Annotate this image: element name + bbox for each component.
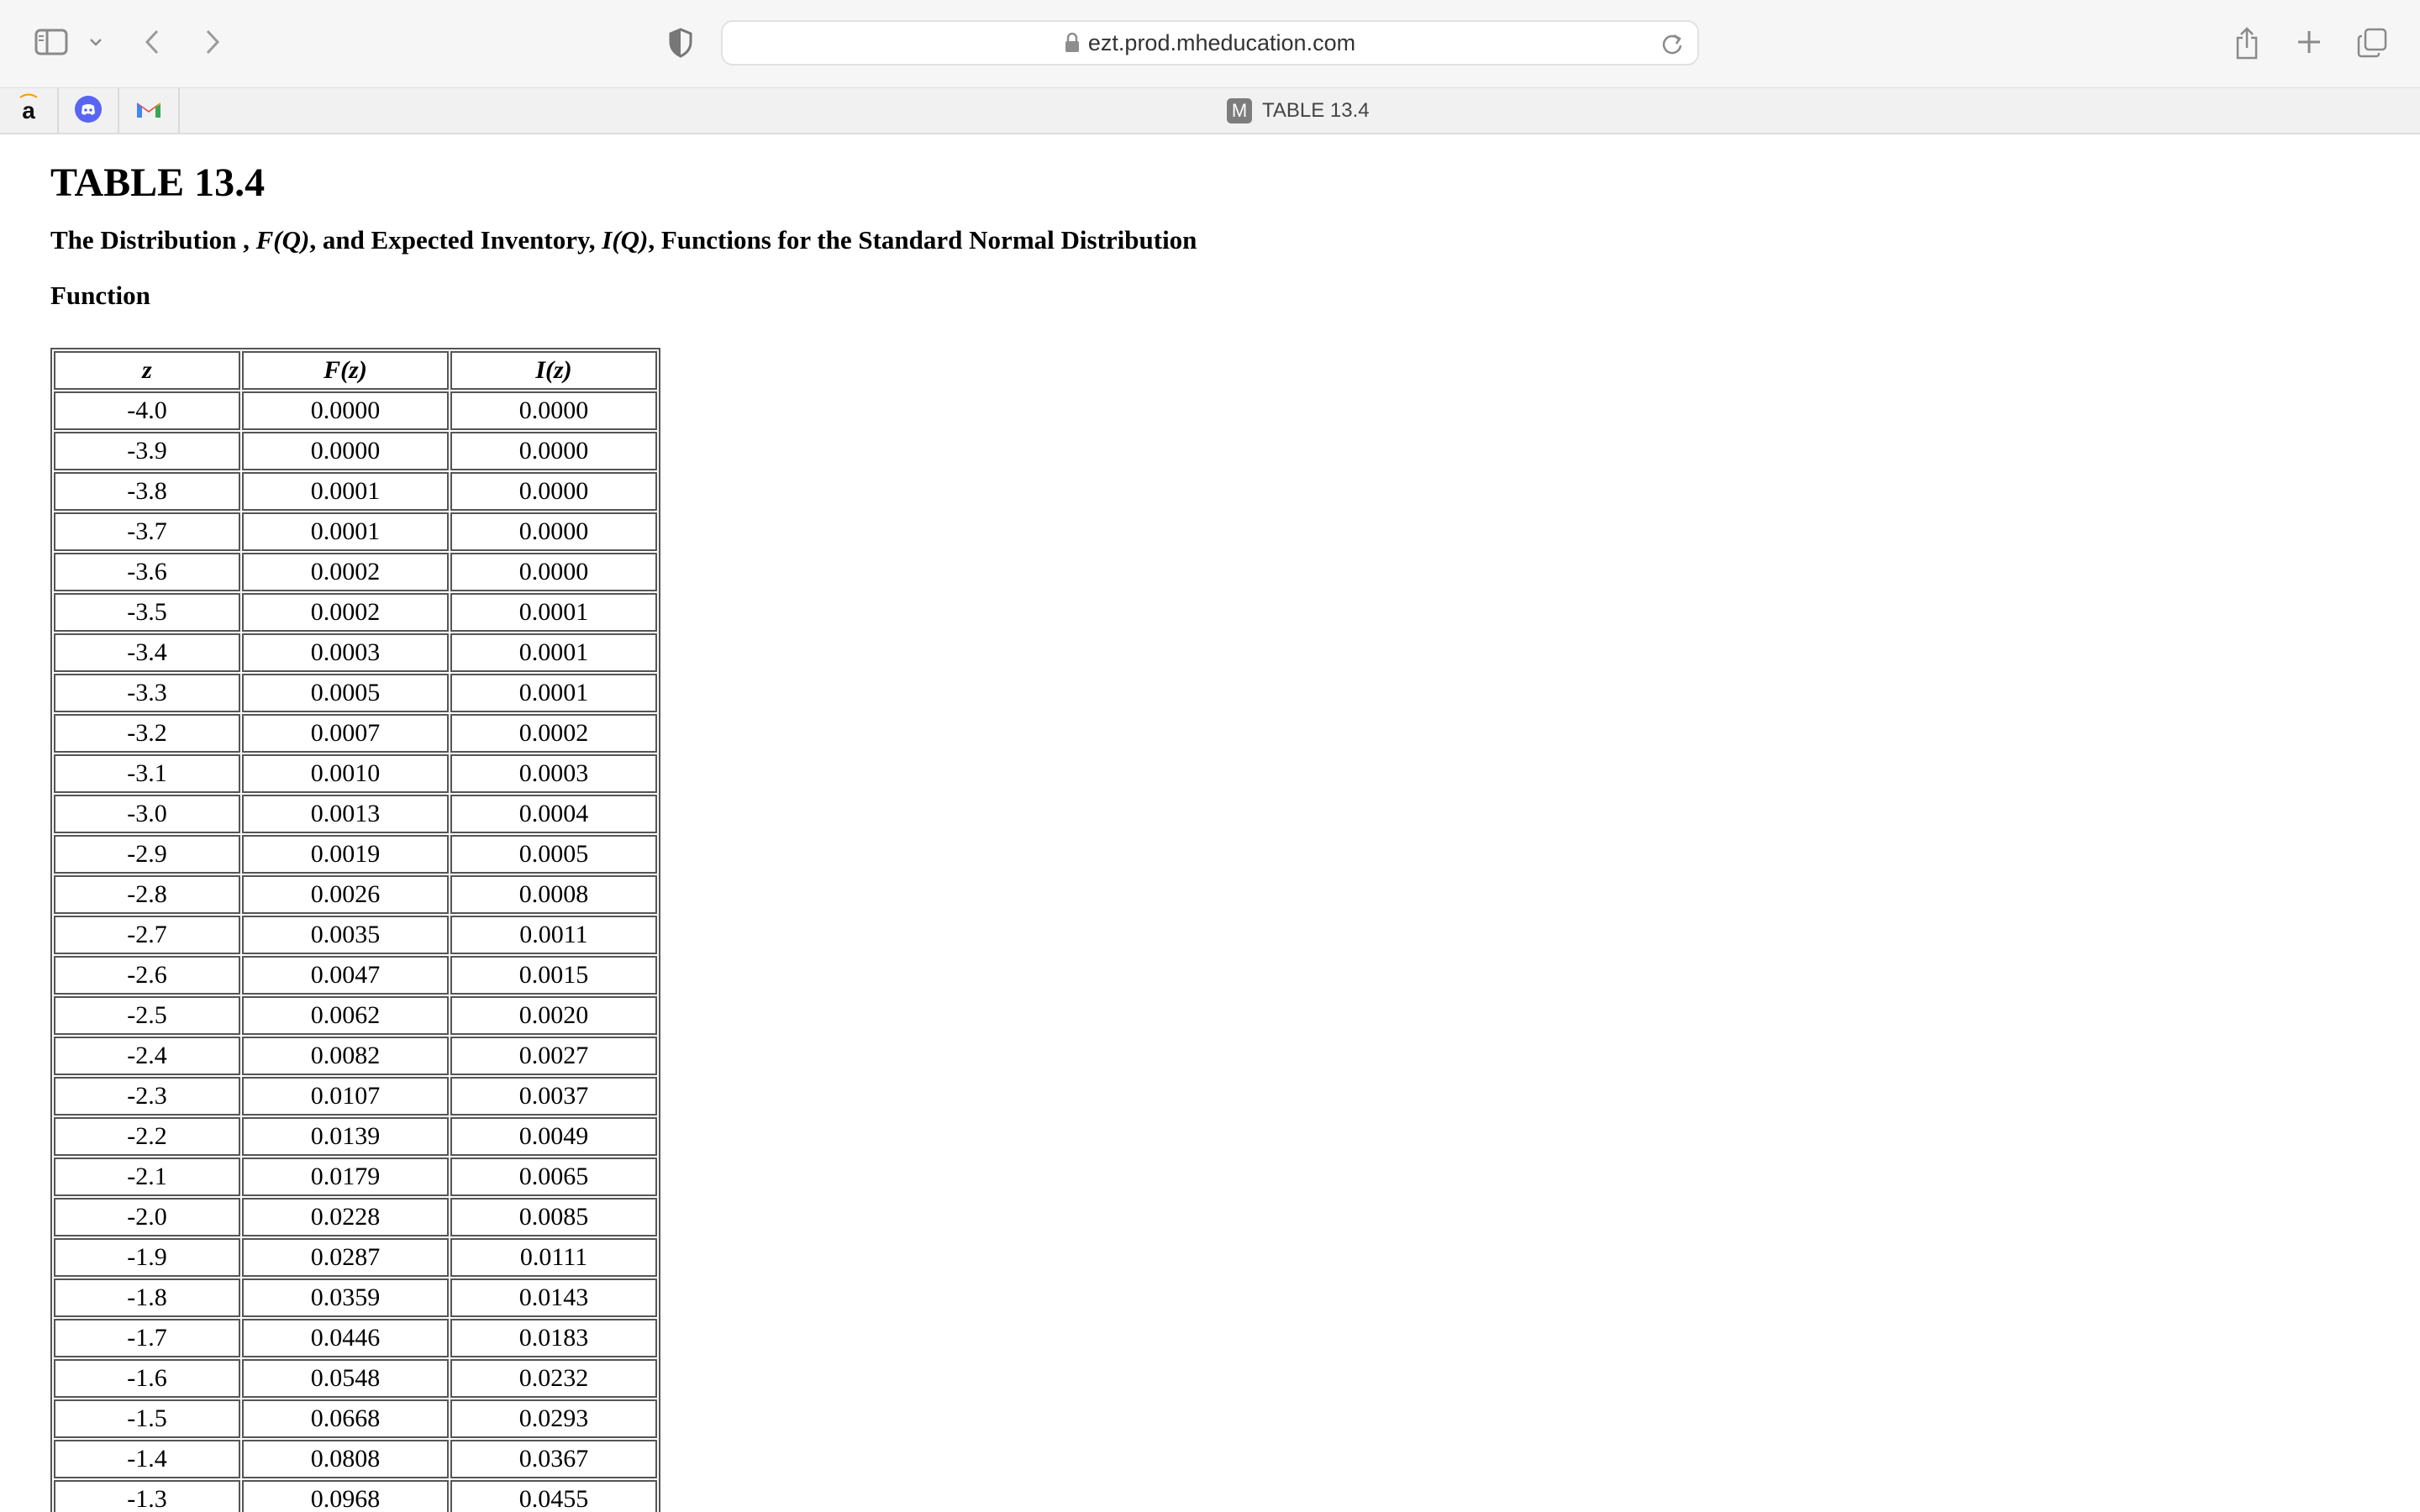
cell-iz: 0.0143 [450, 1278, 657, 1317]
table-row [54, 1480, 657, 1512]
tab-favicon-icon: M [1227, 98, 1252, 123]
normal-distribution-table [50, 348, 660, 1512]
header-fz: F(z) [242, 351, 449, 390]
cell-z: -4.0 [54, 391, 240, 430]
cell-iz: 0.0000 [450, 553, 657, 591]
cell-fz: 0.0359 [242, 1278, 449, 1317]
subtitle-part-1: The Distribution , [50, 225, 256, 255]
cell-fz: 0.0446 [242, 1319, 449, 1357]
table-row [54, 633, 657, 672]
tab-overview-icon[interactable] [2354, 25, 2390, 60]
cell-iz: 0.0183 [450, 1319, 657, 1357]
cell-fz: 0.0000 [242, 391, 449, 430]
cell-iz: 0.0015 [450, 956, 657, 995]
cell-fz: 0.0035 [242, 916, 449, 954]
cell-iz: 0.0004 [450, 795, 657, 833]
cell-iz: 0.0232 [450, 1359, 657, 1398]
page-title: TABLE 13.4 [50, 160, 266, 205]
share-icon[interactable] [2230, 24, 2264, 62]
table-row [54, 553, 657, 591]
cell-z: -2.4 [54, 1037, 240, 1075]
header-z: z [54, 351, 240, 390]
cell-z: -2.1 [54, 1158, 240, 1196]
cell-iz: 0.0001 [450, 633, 657, 672]
cell-iz: 0.0049 [450, 1117, 657, 1156]
cell-fz: 0.0002 [242, 593, 449, 632]
cell-fz: 0.0005 [242, 674, 449, 712]
table-row [54, 1359, 657, 1398]
cell-iz: 0.0000 [450, 472, 657, 511]
cell-fz: 0.0968 [242, 1480, 449, 1512]
cell-fz: 0.0019 [242, 835, 449, 874]
table-row [54, 593, 657, 632]
table-row [54, 916, 657, 954]
cell-iz: 0.0011 [450, 916, 657, 954]
cell-iz: 0.0008 [450, 875, 657, 914]
subtitle-part-2: , and Expected Inventory, [309, 225, 602, 255]
reload-icon[interactable] [1660, 32, 1684, 55]
cell-z: -2.9 [54, 835, 240, 874]
table-row [54, 432, 657, 470]
cell-z: -3.0 [54, 795, 240, 833]
cell-iz: 0.0367 [450, 1440, 657, 1478]
table-row [54, 1238, 657, 1277]
cell-z: -2.6 [54, 956, 240, 995]
table-row [54, 1319, 657, 1357]
cell-z: -1.3 [54, 1480, 240, 1512]
cell-fz: 0.0000 [242, 432, 449, 470]
cell-iz: 0.0027 [450, 1037, 657, 1075]
address-bar[interactable] [721, 20, 1699, 66]
table-row [54, 1158, 657, 1196]
cell-fz: 0.0228 [242, 1198, 449, 1236]
table-subtitle [50, 223, 2386, 257]
cell-iz: 0.0002 [450, 714, 657, 753]
table-row [54, 391, 657, 430]
chevron-down-icon[interactable] [84, 30, 108, 54]
cell-z: -2.3 [54, 1077, 240, 1116]
cell-iz: 0.0000 [450, 512, 657, 551]
cell-z: -3.2 [54, 714, 240, 753]
cell-z: -1.6 [54, 1359, 240, 1398]
cell-iz: 0.0020 [450, 996, 657, 1035]
function-label: Function [50, 281, 150, 310]
cell-z: -2.2 [54, 1117, 240, 1156]
table-row [54, 996, 657, 1035]
table-row [54, 1278, 657, 1317]
cell-z: -3.8 [54, 472, 240, 511]
discord-icon [75, 96, 102, 127]
cell-fz: 0.0808 [242, 1440, 449, 1478]
cell-fz: 0.0003 [242, 633, 449, 672]
amazon-icon: a [22, 97, 35, 124]
cell-fz: 0.0668 [242, 1399, 449, 1438]
lock-icon [1065, 33, 1080, 53]
cell-iz: 0.0455 [450, 1480, 657, 1512]
header-iz: I(z) [450, 351, 657, 390]
back-icon[interactable] [138, 25, 166, 59]
cell-fz: 0.0139 [242, 1117, 449, 1156]
forward-icon[interactable] [198, 25, 227, 59]
cell-z: -2.0 [54, 1198, 240, 1236]
cell-iz: 0.0001 [450, 593, 657, 632]
sidebar-toggle-icon[interactable] [32, 25, 71, 59]
subtitle-fq: F(Q) [255, 225, 310, 255]
cell-z: -2.7 [54, 916, 240, 954]
cell-z: -3.6 [54, 553, 240, 591]
cell-fz: 0.0047 [242, 956, 449, 995]
cell-iz: 0.0037 [450, 1077, 657, 1116]
cell-z: -2.5 [54, 996, 240, 1035]
cell-iz: 0.0005 [450, 835, 657, 874]
table-row [54, 472, 657, 511]
pinned-tab-gmail[interactable] [119, 88, 180, 134]
table-row [54, 875, 657, 914]
cell-z: -3.3 [54, 674, 240, 712]
cell-fz: 0.0002 [242, 553, 449, 591]
page-content [50, 134, 2386, 1512]
table-row [54, 1399, 657, 1438]
table-row [54, 835, 657, 874]
cell-z: -1.8 [54, 1278, 240, 1317]
table-body [54, 391, 657, 1512]
browser-toolbar [0, 0, 2420, 87]
table-row [54, 512, 657, 551]
cell-z: -3.5 [54, 593, 240, 632]
cell-z: -1.9 [54, 1238, 240, 1277]
cell-iz: 0.0065 [450, 1158, 657, 1196]
cell-z: -2.8 [54, 875, 240, 914]
table-row [54, 674, 657, 712]
cell-iz: 0.0001 [450, 674, 657, 712]
cell-fz: 0.0179 [242, 1158, 449, 1196]
cell-z: -3.1 [54, 754, 240, 793]
cell-fz: 0.0548 [242, 1359, 449, 1398]
cell-z: -1.5 [54, 1399, 240, 1438]
table-row [54, 956, 657, 995]
table-row [54, 754, 657, 793]
cell-fz: 0.0082 [242, 1037, 449, 1075]
cell-fz: 0.0013 [242, 795, 449, 833]
cell-fz: 0.0026 [242, 875, 449, 914]
table-row [54, 1077, 657, 1116]
cell-fz: 0.0062 [242, 996, 449, 1035]
cell-z: -1.4 [54, 1440, 240, 1478]
cell-z: -1.7 [54, 1319, 240, 1357]
new-tab-icon[interactable] [2292, 25, 2326, 59]
table-header-row [54, 351, 657, 390]
cell-iz: 0.0000 [450, 432, 657, 470]
subtitle-part-3: , Functions for the Standard Normal Distribution [648, 225, 1197, 255]
table-row [54, 1117, 657, 1156]
pinned-tab-discord[interactable] [59, 88, 119, 134]
table-row [54, 1037, 657, 1075]
gmail-icon [135, 99, 162, 123]
cell-z: -3.9 [54, 432, 240, 470]
cell-iz: 0.0085 [450, 1198, 657, 1236]
tab-table-13-4[interactable] [1227, 88, 1370, 134]
table-row [54, 1198, 657, 1236]
cell-fz: 0.0001 [242, 512, 449, 551]
cell-iz: 0.0003 [450, 754, 657, 793]
cell-fz: 0.0107 [242, 1077, 449, 1116]
table-row [54, 714, 657, 753]
cell-fz: 0.0007 [242, 714, 449, 753]
subtitle-iq: I(Q) [602, 225, 649, 255]
table-row [54, 1440, 657, 1478]
tab-bar [0, 87, 2420, 134]
cell-iz: 0.0111 [450, 1238, 657, 1277]
pinned-tab-amazon[interactable] [0, 88, 59, 134]
cell-z: -3.4 [54, 633, 240, 672]
cell-fz: 0.0010 [242, 754, 449, 793]
cell-iz: 0.0000 [450, 391, 657, 430]
cell-z: -3.7 [54, 512, 240, 551]
tab-title: TABLE 13.4 [1262, 99, 1370, 122]
cell-fz: 0.0287 [242, 1238, 449, 1277]
table-row [54, 795, 657, 833]
privacy-shield-icon[interactable] [664, 25, 697, 60]
cell-fz: 0.0001 [242, 472, 449, 511]
url-text: ezt.prod.mheducation.com [1087, 29, 1356, 55]
cell-iz: 0.0293 [450, 1399, 657, 1438]
